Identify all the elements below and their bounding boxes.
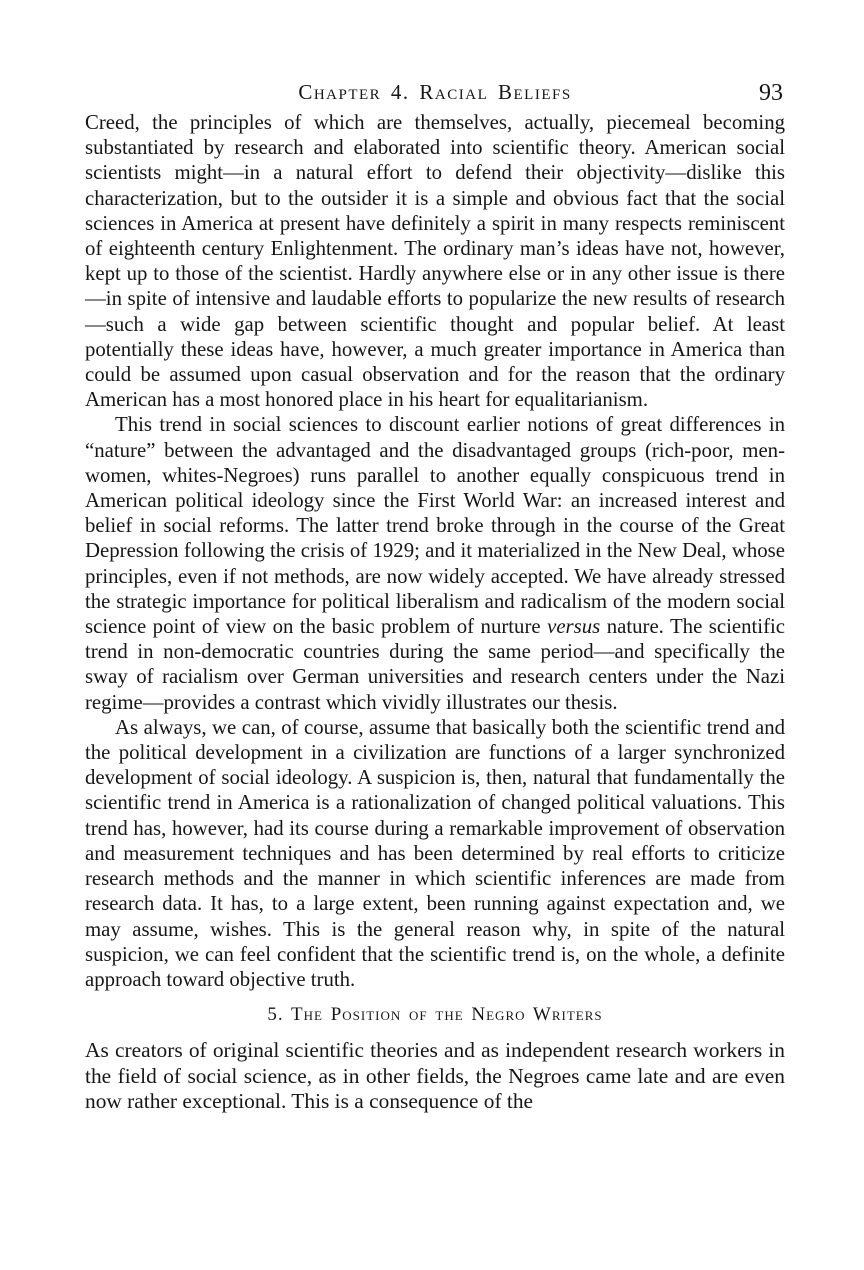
paragraph-text-part: nature. The scientific trend in non-democratic countries during the same period—and specifically the sway of racialism over German universities and research centers under the Nazi regime—provides a contrast which vividly illustrates our thesis. xyxy=(85,615,786,714)
paragraph-scientific-trend: As always, we can, of course, assume that basically both the scientific trend and the political development in a civilization are functions of a larger synchronized development of social ideology. A suspicion is, then, natural that fundamentally the scientific trend in America is a rationalization of changed political valuations. This trend has, however, had its course during a remarkable improvement of observation and measurement techniques and has been determined by real efforts to criticize research methods and the manner in which scientific inferences are made from research data. It has, to a large extent, been running against expectation and, we may assume, wishes. This is the general reason why, in spite of the natural suspicion, we can feel confident that the scientific trend is, on the whole, a definite approach toward objective truth. xyxy=(85,715,785,991)
section-lead-paragraph: As creators of original scientific theories and as independent research workers in the field of social science, as in other fields, the Negroes came late and are even now rather exceptional. This is a consequence of the xyxy=(85,1038,785,1113)
page-number: 93 xyxy=(759,80,783,106)
running-head xyxy=(85,70,785,110)
section-heading: 5. The Position of the Negro Writers xyxy=(267,1004,603,1026)
paragraph-text-part: This trend in social sciences to discount earlier notions of great differences in “nature” between the advantaged and the disadvantaged groups (rich-poor, men-women, whites-Negroes) runs parallel to another equally conspicuous trend in American political ideology since the First World War: an increased interest and belief in social reforms. The latter trend broke through in the course of the Great Depression following the crisis of 1929; and it materialized in the New Deal, whose principles, even if not methods, are now widely accepted. We have already stressed the strategic importance for political liberalism and radicalism of the modern social science point of view on the basic problem of nurture xyxy=(85,413,785,639)
italic-term: versus xyxy=(547,615,601,639)
paragraph-social-trend xyxy=(85,412,785,714)
book-page xyxy=(85,70,785,1114)
chapter-running-title: Chapter 4. Racial Beliefs xyxy=(298,80,572,104)
paragraph-continued: Creed, the principles of which are themselves, actually, piecemeal becoming substantiated by research and elaborated into scientific theory. American social scientists might—in a natural effort to defend their objectivity—dislike this characterization, but to the outsider it is a simple and obvious fact that the social sciences in America at present have definitely a spirit in many respects reminiscent of eighteenth century Enlightenment. The ordinary man’s ideas have not, however, kept up to those of the scientist. Hardly anywhere else or in any other issue is there—in spite of intensive and laudable efforts to popularize the new results of research—such a wide gap between scientific thought and popular belief. At least potentially these ideas have, however, a much greater importance in America than could be assumed upon casual observation and for the reason that the ordinary American has a most honored place in his heart for equalitarianism. xyxy=(85,111,785,412)
